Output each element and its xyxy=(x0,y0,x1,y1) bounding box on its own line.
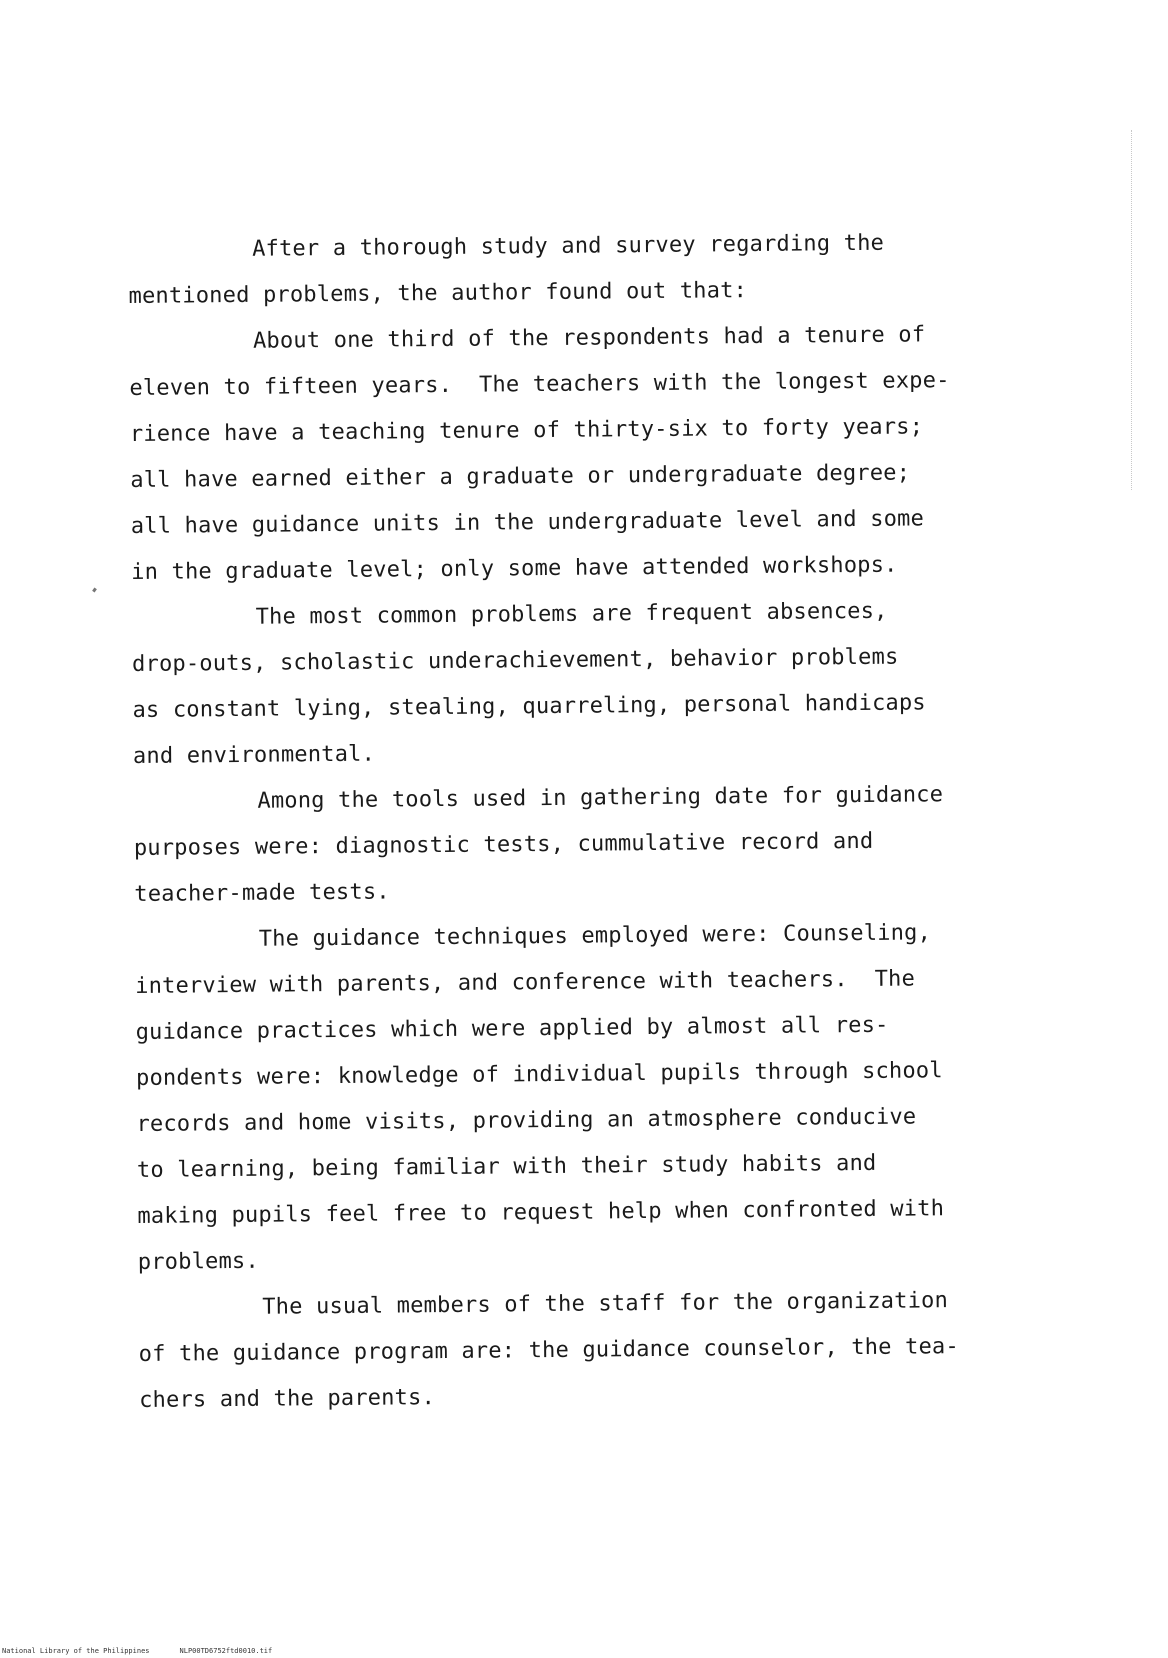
text-line: drop-outs, scholastic underachievement, behavior problems xyxy=(131,644,899,677)
text-line: problems. xyxy=(137,1248,259,1275)
text-line: The usual members of the staff for the organization xyxy=(262,1288,949,1320)
text-line: interview with parents, and conference with teachers. The xyxy=(135,966,916,999)
text-line: After a thorough study and survey regarding the xyxy=(252,230,885,262)
text-line: making pupils feel free to request help when confronted with xyxy=(137,1196,945,1229)
text-line: chers and the parents. xyxy=(139,1385,436,1413)
scan-footer xyxy=(2,1646,272,1656)
text-line: The guidance techniques employed were: Counseling, xyxy=(258,920,932,952)
text-line: all have guidance units in the undergraduate level and some xyxy=(130,506,925,539)
text-line: records and home visits, providing an atmosphere conducive xyxy=(136,1104,917,1137)
text-line: of the guidance program are: the guidance counselor, the tea- xyxy=(138,1334,959,1367)
footer-file-id: NLP00TD6752ftd0010.tif xyxy=(179,1647,273,1655)
text-line: Among the tools used in gathering date for guidance xyxy=(257,782,944,814)
text-line: The most common problems are frequent absences, xyxy=(255,598,888,630)
scan-speck xyxy=(92,588,97,593)
text-line: guidance practices which were applied by almost all res- xyxy=(135,1012,889,1045)
text-line: as constant lying, stealing, quarreling, personal handicaps xyxy=(132,690,926,723)
text-line: in the graduate level; only some have attended workshops. xyxy=(131,552,898,585)
text-line: About one third of the respondents had a tenure of xyxy=(252,322,926,354)
text-line: all have earned either a graduate or undergraduate degree; xyxy=(130,460,911,493)
text-line: eleven to fifteen years. The teachers with the longest expe- xyxy=(129,368,950,401)
text-line: to learning, being familiar with their study habits and xyxy=(136,1150,877,1183)
footer-library: National Library of the Philippines xyxy=(2,1647,150,1655)
document-body xyxy=(128,227,1048,1413)
text-line: teacher-made tests. xyxy=(134,879,390,907)
text-line: mentioned problems, the author found out that: xyxy=(128,278,748,309)
scan-edge-mark xyxy=(1131,130,1133,490)
text-line: pondents were: knowledge of individual pupils through school xyxy=(135,1058,943,1091)
text-line: and environmental. xyxy=(132,741,376,769)
text-line: purposes were: diagnostic tests, cummulative record and xyxy=(133,828,874,861)
text-line: rience have a teaching tenure of thirty-six to forty years; xyxy=(129,414,924,447)
